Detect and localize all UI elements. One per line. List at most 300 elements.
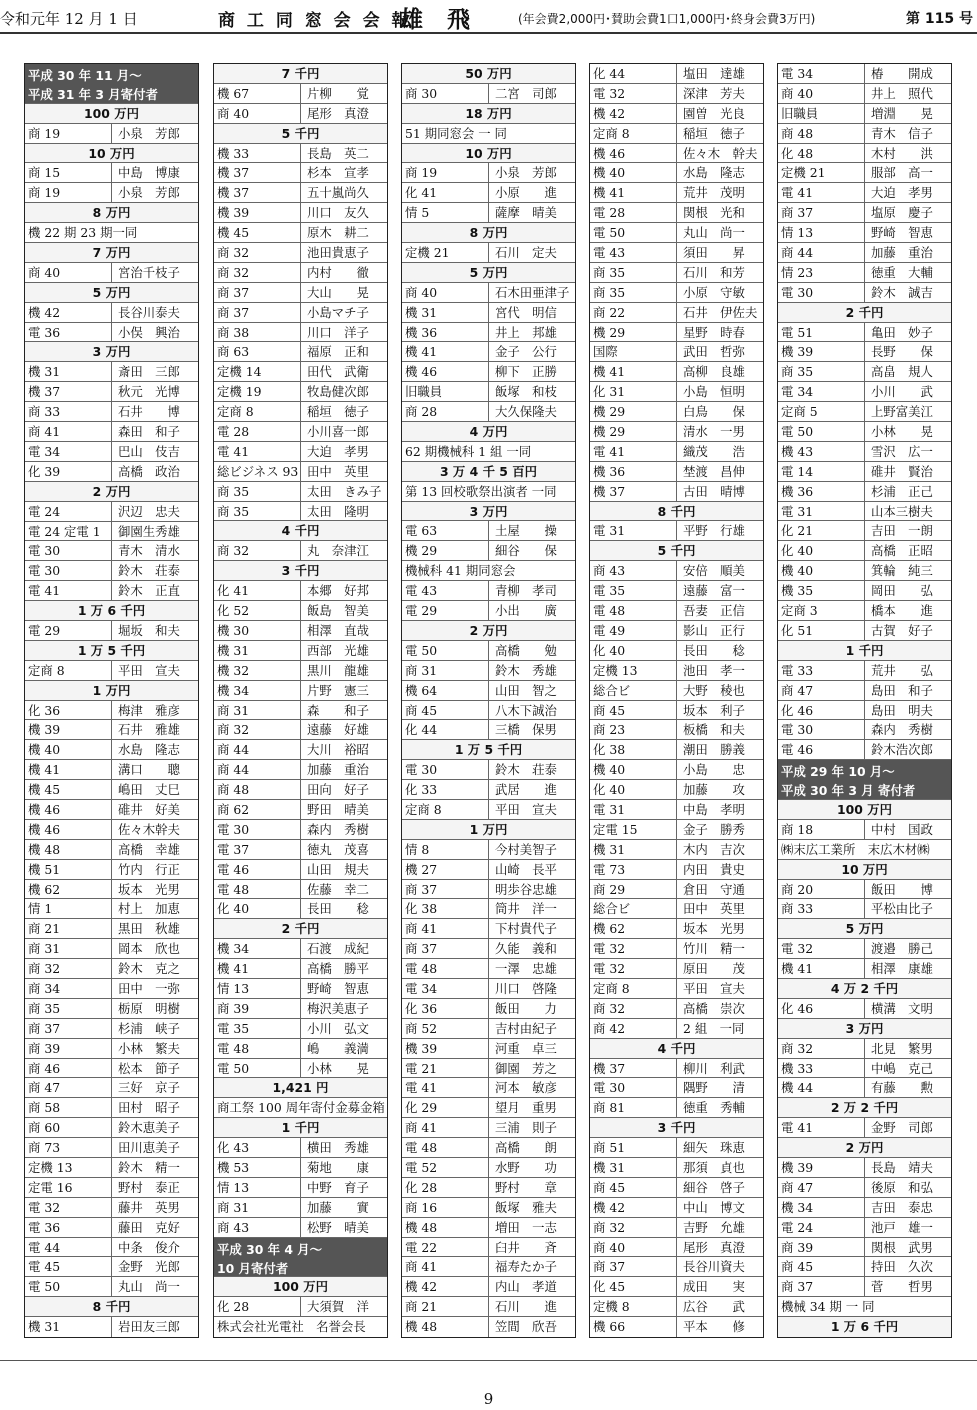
donor-class: 商 16 <box>402 1198 489 1217</box>
donor-row <box>402 1257 575 1277</box>
donor-name: 鈴木 荘泰 <box>118 563 180 579</box>
donor-class: 機 33 <box>214 144 301 163</box>
donor-row <box>590 183 763 203</box>
donor-class: 機 46 <box>590 144 677 163</box>
donor-row <box>590 1257 763 1277</box>
amount-heading: 8 万円 <box>402 223 575 243</box>
donor-row <box>25 1098 198 1118</box>
donor-class: 電 31 <box>778 502 865 521</box>
amount-heading: 2 万 2 千円 <box>778 1098 951 1118</box>
donor-row <box>25 1019 198 1039</box>
donor-class: 商 43 <box>214 1218 301 1237</box>
amount-heading: 2 千円 <box>778 303 951 323</box>
donor-name: 野田 晴美 <box>307 801 369 817</box>
donor-name: 木村 洪 <box>871 145 933 161</box>
donor-name: 森 和子 <box>307 702 369 718</box>
donor-row <box>25 939 198 959</box>
donor-name: 嶋田 丈巳 <box>118 782 180 798</box>
donor-column-1 <box>24 63 199 1338</box>
donor-name: 宮代 明信 <box>495 304 557 320</box>
donor-row <box>778 183 951 203</box>
donor-name: 長島 英二 <box>307 145 369 161</box>
donor-name: 石井 雅雄 <box>118 722 180 738</box>
donor-class: 商 43 <box>590 561 677 580</box>
donor-row <box>590 144 763 164</box>
donor-name: 水野 功 <box>495 1159 557 1175</box>
donor-class: 電 50 <box>25 1277 112 1296</box>
donor-class: 機 32 <box>214 661 301 680</box>
donor-row <box>25 402 198 422</box>
donor-class: 電 48 <box>402 1138 489 1157</box>
donor-name: 内田 貴史 <box>683 861 745 877</box>
donor-class: 定商 8 <box>214 402 301 421</box>
donor-class: 総合ビ <box>590 899 677 918</box>
donor-class: 商 23 <box>590 720 677 739</box>
donor-name: 高橋 勝平 <box>307 961 369 977</box>
donor-row <box>778 144 951 164</box>
donor-name: 片柳 覚 <box>307 85 369 101</box>
donor-class: 化 52 <box>214 601 301 620</box>
donor-class: 商 22 <box>590 303 677 322</box>
donor-class: 定商 5 <box>778 402 865 421</box>
donor-name: 一澤 忠雄 <box>495 961 557 977</box>
donor-row <box>402 581 575 601</box>
donor-row <box>778 521 951 541</box>
donor-class: 機 42 <box>25 303 112 322</box>
donor-name: 西部 光雄 <box>307 642 369 658</box>
donor-name: 尾形 真澄 <box>307 105 369 121</box>
period-heading-line: 平成 31 年 3 月寄付者 <box>28 87 158 102</box>
donor-name: 那須 貞也 <box>683 1159 745 1175</box>
donor-name: 埜渡 昌伸 <box>683 463 745 479</box>
donor-class: 定電 15 <box>590 820 677 839</box>
donor-class: 商 32 <box>214 541 301 560</box>
donor-row <box>25 1138 198 1158</box>
donor-row <box>590 1178 763 1198</box>
donor-row <box>25 1059 198 1079</box>
donor-row <box>214 880 387 900</box>
amount-heading: 8 千円 <box>25 1297 198 1317</box>
donor-class: 機 35 <box>778 581 865 600</box>
donor-class: 電 32 <box>590 84 677 103</box>
donor-row <box>402 1019 575 1039</box>
donor-row <box>590 84 763 104</box>
donor-name: 巴山 伎吉 <box>118 443 180 459</box>
donor-name: 関根 光和 <box>683 205 745 221</box>
donor-class: 電 31 <box>590 800 677 819</box>
donor-class: 電 35 <box>590 581 677 600</box>
donor-row <box>778 541 951 561</box>
donor-class: 情 1 <box>25 899 112 918</box>
donor-class: 商 48 <box>214 780 301 799</box>
donor-name: 武居 進 <box>495 782 557 798</box>
donor-name: 今村美智子 <box>495 841 557 857</box>
amount-heading: 3 万円 <box>25 342 198 362</box>
donor-class: 機 42 <box>590 104 677 123</box>
donor-class: 機 42 <box>590 1198 677 1217</box>
donor-name: 高畠 規人 <box>871 364 933 380</box>
donor-class: 定機 14 <box>214 362 301 381</box>
donor-row <box>590 740 763 760</box>
donor-class: 商 30 <box>402 84 489 103</box>
donor-class: 商 41 <box>402 1118 489 1137</box>
amount-heading: 4 万円 <box>402 422 575 442</box>
donor-name: 笠間 欣吾 <box>495 1319 557 1335</box>
donor-name: 川口 洋子 <box>307 324 369 340</box>
donor-class: 機 37 <box>214 163 301 182</box>
donor-row <box>778 999 951 1019</box>
donor-name: 倉田 守通 <box>683 881 745 897</box>
donor-class: 商 35 <box>214 502 301 521</box>
donor-name: 石木田亜津子 <box>495 284 570 300</box>
donor-name: 田村 昭子 <box>118 1100 180 1116</box>
donor-row <box>778 1078 951 1098</box>
amount-heading: 1 千円 <box>778 641 951 661</box>
donor-class: 化 44 <box>402 720 489 739</box>
donor-name: 長田 稔 <box>683 642 745 658</box>
donor-name: 加藤 實 <box>307 1199 369 1215</box>
donor-row <box>25 462 198 482</box>
donor-class: 機 51 <box>25 860 112 879</box>
donor-name: 池戸 雄一 <box>871 1219 933 1235</box>
donor-class: 機 46 <box>402 362 489 381</box>
donor-name: 高柳 良雄 <box>683 364 745 380</box>
donor-name: 山崎 長平 <box>495 861 557 877</box>
donor-row <box>590 442 763 462</box>
donor-row <box>402 720 575 740</box>
donor-row <box>402 1277 575 1297</box>
donor-class: 商 39 <box>25 1039 112 1058</box>
donor-row <box>590 422 763 442</box>
donor-name: 小川 弘文 <box>307 1020 369 1036</box>
donor-name: 山田 智之 <box>495 682 557 698</box>
amount-heading: 3 千円 <box>214 561 387 581</box>
donor-name: 三好 京子 <box>118 1080 180 1096</box>
donor-name: 川口 啓隆 <box>495 980 557 996</box>
amount-heading: 8 万円 <box>25 203 198 223</box>
donor-name: 下村貴代子 <box>495 921 557 937</box>
donor-class: 電 48 <box>590 601 677 620</box>
donor-class: 電 36 <box>25 1218 112 1237</box>
period-heading-line: 平成 29 年 10 月～ <box>781 764 895 780</box>
donor-name: 高橋 崇次 <box>683 1000 745 1016</box>
donor-column-5 <box>777 63 952 1338</box>
donor-name: 藤田 克好 <box>118 1219 180 1235</box>
donor-class: 化 29 <box>402 1098 489 1117</box>
donor-row <box>590 243 763 263</box>
donor-name: 田中 一弥 <box>118 980 180 996</box>
amount-heading: 2 万円 <box>25 482 198 502</box>
donor-class: 商 37 <box>590 1257 677 1276</box>
donor-class: 化 43 <box>214 1138 301 1157</box>
donor-class: 電 28 <box>214 422 301 441</box>
donor-name: 太田 きみ子 <box>307 483 382 499</box>
donor-row <box>214 422 387 442</box>
donor-name: 増淵 晃 <box>871 105 933 121</box>
donor-name: 菊地 康 <box>307 1159 369 1175</box>
donor-class: 定商 8 <box>590 979 677 998</box>
donor-class: 機 31 <box>25 1317 112 1337</box>
donor-class: 電 34 <box>778 64 865 83</box>
donor-row <box>25 1277 198 1297</box>
donor-class: 化 40 <box>778 541 865 560</box>
donor-row <box>25 581 198 601</box>
donor-class: 機 31 <box>590 1158 677 1177</box>
donor-class: 機 67 <box>214 84 301 103</box>
donor-class: 電 24 定電 1 <box>25 522 112 541</box>
donor-class: 機 45 <box>25 780 112 799</box>
group-donor-row: 機械 34 期 一 同 <box>778 1297 951 1317</box>
donor-name: 竹内 行正 <box>118 861 180 877</box>
donor-name: 内村 徹 <box>307 264 369 280</box>
donor-row <box>25 1317 198 1337</box>
donor-row <box>402 362 575 382</box>
donor-class: 電 41 <box>25 581 112 600</box>
donor-row <box>402 1218 575 1238</box>
donor-name: 平野 行雄 <box>683 523 745 539</box>
donor-row <box>778 163 951 183</box>
donor-row <box>402 243 575 263</box>
donor-class: 電 73 <box>590 860 677 879</box>
donor-name: 島田 和子 <box>871 682 933 698</box>
donor-class: 商 31 <box>402 661 489 680</box>
amount-heading: 1 万円 <box>25 681 198 701</box>
donor-name: 大川 裕昭 <box>307 742 369 758</box>
donor-class: 化 31 <box>590 382 677 401</box>
donor-name: 大久保隆夫 <box>495 404 557 420</box>
donor-name: 成田 実 <box>683 1279 745 1295</box>
donor-row <box>590 840 763 860</box>
donor-class: 電 41 <box>778 1118 865 1137</box>
donor-class: 電 24 <box>25 502 112 521</box>
donor-class: 機 41 <box>402 342 489 361</box>
donor-row <box>778 1039 951 1059</box>
group-donor-row: 機械科 41 期同窓会 <box>402 561 575 581</box>
donor-row <box>778 581 951 601</box>
donor-class: 機 36 <box>778 482 865 501</box>
donor-name: 山田 規夫 <box>307 861 369 877</box>
donor-name: 二宮 司郎 <box>495 85 557 101</box>
donor-row <box>25 1238 198 1258</box>
donor-row <box>590 1059 763 1079</box>
group-donor-row: 51 期同窓会 一 同 <box>402 124 575 144</box>
donor-name: 丸 奈津江 <box>307 543 369 559</box>
donor-name: 松本 節子 <box>118 1060 180 1076</box>
donor-class: 電 31 <box>590 521 677 540</box>
donor-class: 電 48 <box>214 1039 301 1058</box>
donor-row <box>214 899 387 919</box>
donor-class: 機 48 <box>25 840 112 859</box>
donor-name: 安倍 順美 <box>683 563 745 579</box>
amount-heading: 1,421 円 <box>214 1078 387 1098</box>
donor-name: 亀田 妙子 <box>871 324 933 340</box>
amount-heading: 4 千円 <box>590 1039 763 1059</box>
donor-row <box>25 323 198 343</box>
donor-row <box>778 740 951 760</box>
donor-row <box>214 601 387 621</box>
donor-row <box>25 840 198 860</box>
donor-class: 商 32 <box>214 720 301 739</box>
donor-row <box>778 561 951 581</box>
donor-class: 機 37 <box>214 183 301 202</box>
donor-row <box>214 860 387 880</box>
header-rule <box>0 32 977 34</box>
publication-title: 商 工 同 窓 会 会 報 <box>218 11 412 31</box>
amount-heading: 100 万円 <box>778 800 951 820</box>
donor-name: 梅沢美恵子 <box>307 1000 369 1016</box>
donor-class: 機 53 <box>214 1158 301 1177</box>
donor-class: 化 41 <box>402 183 489 202</box>
donor-row <box>214 203 387 223</box>
donor-row <box>214 84 387 104</box>
donor-row <box>590 303 763 323</box>
donor-class: 商 19 <box>25 124 112 143</box>
donor-class: 電 32 <box>590 939 677 958</box>
donor-row <box>778 1238 951 1258</box>
donor-name: 平田 宣夫 <box>495 801 557 817</box>
donor-class: 化 38 <box>402 899 489 918</box>
donor-name: 長野 保 <box>871 344 933 360</box>
donor-row <box>778 601 951 621</box>
donor-name: 黒田 秋雄 <box>118 921 180 937</box>
donor-class: 商 32 <box>778 1039 865 1058</box>
donor-class: 電 41 <box>402 1078 489 1097</box>
donor-row <box>402 1078 575 1098</box>
donor-name: 小俣 興治 <box>118 324 180 340</box>
donor-row <box>402 1039 575 1059</box>
donor-name: 五十嵐尚久 <box>307 185 369 201</box>
donor-class: 機 36 <box>590 462 677 481</box>
donor-row <box>402 701 575 721</box>
donor-class: 商 52 <box>402 1019 489 1038</box>
donor-row <box>214 323 387 343</box>
donor-class: 化 38 <box>590 740 677 759</box>
amount-heading: 3 千円 <box>590 1118 763 1138</box>
donor-name: 梅津 雅彦 <box>118 702 180 718</box>
donor-class: 機 39 <box>778 342 865 361</box>
donor-row <box>590 1138 763 1158</box>
donor-name: 杉浦 正己 <box>871 483 933 499</box>
donor-row <box>590 959 763 979</box>
donor-name: 小島マチ子 <box>307 304 369 320</box>
donor-name: 椿 開成 <box>871 66 933 81</box>
donor-row <box>590 342 763 362</box>
donor-name: 増田 一志 <box>495 1219 557 1235</box>
donor-row <box>778 720 951 740</box>
donor-name: 溝口 聰 <box>118 762 180 778</box>
donor-class: 商 45 <box>590 701 677 720</box>
donor-name: 中村 国政 <box>871 821 933 837</box>
donor-name: 長島 靖夫 <box>871 1160 933 1175</box>
donor-class: 機 41 <box>590 183 677 202</box>
donor-row <box>402 1238 575 1258</box>
donor-row <box>402 1118 575 1138</box>
donor-name: 飯塚 和枝 <box>495 384 557 400</box>
donor-name: 武田 哲弥 <box>683 344 745 360</box>
donor-name: 河本 敏彦 <box>495 1080 557 1096</box>
amount-heading: 7 万円 <box>25 243 198 263</box>
donor-row <box>402 203 575 223</box>
donor-name: 稲垣 徳子 <box>307 404 369 420</box>
donor-row <box>590 780 763 800</box>
donor-class: 商 37 <box>214 303 301 322</box>
donor-row <box>25 661 198 681</box>
donor-class: 機 30 <box>214 621 301 640</box>
amount-heading: 100 万円 <box>214 1277 387 1297</box>
donor-name: 金子 勝秀 <box>683 821 745 837</box>
donor-row <box>25 740 198 760</box>
donor-row <box>590 979 763 999</box>
donor-row <box>778 402 951 422</box>
amount-heading: 10 万円 <box>402 144 575 164</box>
donor-class: 商 32 <box>214 243 301 262</box>
donor-class: 電 33 <box>778 661 865 680</box>
donor-row <box>778 880 951 900</box>
donor-name: 栃原 明樹 <box>118 1000 180 1016</box>
donor-class: 機 29 <box>590 323 677 342</box>
amount-heading: 1 万円 <box>402 820 575 840</box>
donor-row <box>25 382 198 402</box>
donor-row <box>25 263 198 283</box>
donor-name: 池田 孝一 <box>683 662 745 678</box>
donor-row <box>25 1158 198 1178</box>
donor-row <box>590 64 763 84</box>
donor-class: 商 37 <box>778 1277 865 1296</box>
donor-row <box>590 402 763 422</box>
donor-class: 電 41 <box>590 442 677 461</box>
donor-class: 商 40 <box>214 104 301 123</box>
donor-class: 機 48 <box>402 1218 489 1237</box>
donor-class: 機 37 <box>590 482 677 501</box>
donor-name: 藤井 英男 <box>118 1199 180 1215</box>
donor-row <box>590 621 763 641</box>
donor-row <box>402 601 575 621</box>
donor-name: 小林 晃 <box>307 1060 369 1076</box>
donor-row <box>214 959 387 979</box>
donor-name: 小原 進 <box>495 185 557 201</box>
donor-class: 商 19 <box>402 163 489 182</box>
donor-class: 商 41 <box>402 1257 489 1276</box>
donor-name: 宮治千枝子 <box>118 264 180 280</box>
donor-row <box>25 880 198 900</box>
donor-row <box>778 64 951 84</box>
donor-class: 商 35 <box>214 482 301 501</box>
donor-class: 電 22 <box>402 1238 489 1257</box>
donor-row <box>214 760 387 780</box>
donor-class: 商 40 <box>402 283 489 302</box>
donor-name: 金野 司郎 <box>871 1120 933 1136</box>
group-donor-row: 62 期機械科 1 組 一同 <box>402 442 575 462</box>
donor-row <box>590 999 763 1019</box>
donor-name: 松野 晴美 <box>307 1219 369 1235</box>
donor-name: 野崎 智恵 <box>871 225 933 241</box>
donor-name: 鈴木 克之 <box>118 961 180 977</box>
donor-class: 機 41 <box>778 959 865 978</box>
donor-row <box>214 283 387 303</box>
donor-row <box>402 1198 575 1218</box>
amount-heading: 50 万円 <box>402 64 575 84</box>
amount-heading: 3 万円 <box>402 502 575 522</box>
donor-name: 八木下誠治 <box>495 702 557 718</box>
donor-row <box>402 402 575 422</box>
donor-row <box>402 880 575 900</box>
donor-row <box>25 522 198 542</box>
donor-class: 電 34 <box>402 979 489 998</box>
donor-row <box>214 263 387 283</box>
donor-name: 渡邉 勝己 <box>871 941 933 957</box>
donor-class: 機 40 <box>590 760 677 779</box>
donor-class: 電 51 <box>778 323 865 342</box>
